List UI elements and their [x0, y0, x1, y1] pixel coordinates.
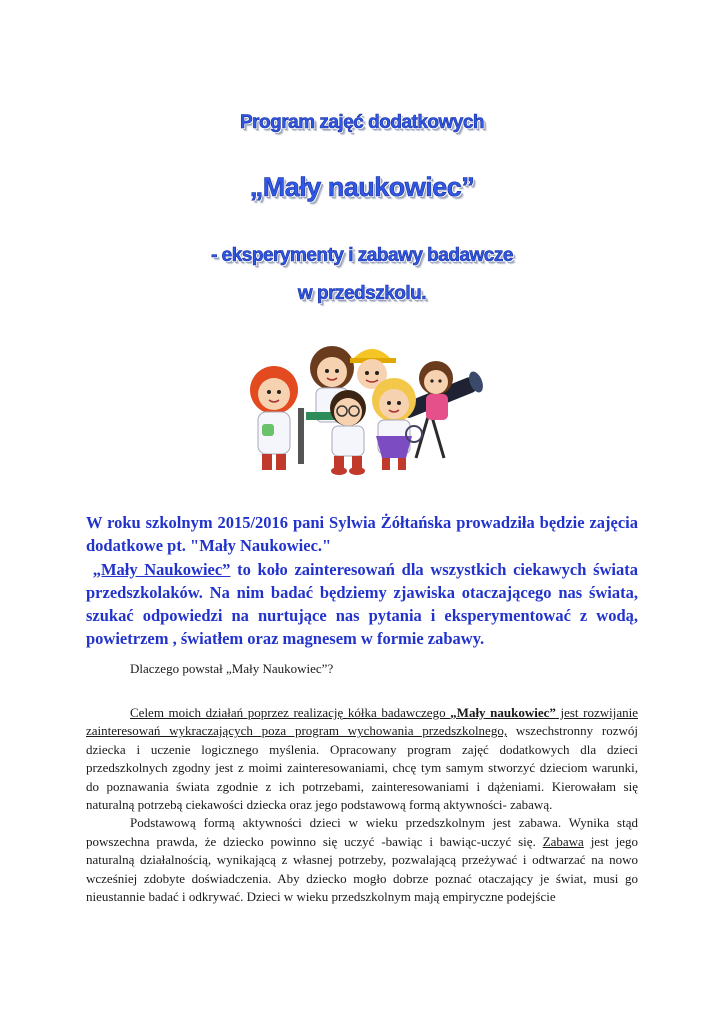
- body-p1-underlined-end: jest rozwijanie zainteresowań wykraczających poza program wychowania przedszkolnego,: [86, 705, 638, 739]
- body-p2-rest: jest jego naturalną działalnością, wynikającą z własnej potrzeby, pozwalającą przeżywać i odtwarzać na nowo wcześniej zdobyte doświadczenia. Aby dziecko mogło dobrze poznać otaczający je świat, musi go nieustannie badać i odkrywać. Dzieci w wieku przedszkolnym mają empiryczne podejście: [86, 833, 638, 905]
- intro-paragraph-2: [86, 558, 638, 651]
- child-figure: [330, 390, 366, 475]
- section-question: Dlaczego powstał „Mały Naukowiec”?: [130, 661, 334, 676]
- intro-paragraph-2-text: to koło zainteresowań dla wszystkich ciekawych świata przedszkolaków. Na nim badać będziemy zjawiska otaczającego nas świata, szukać odpowiedzi na nurtujące nas pytania i eksperymentować z wodą, powietrzem , światłem oraz magnesem w formie zabawy.: [86, 559, 639, 649]
- program-title: Program zajęć dodatkowych: [239, 112, 485, 133]
- intro-paragraph-1: W roku szkolnym 2015/2016 pani Sylwia Żółtańska prowadziła będzie zajęcia dodatkowe pt. "Mały Naukowiec.": [86, 513, 638, 556]
- body-p1-rest: wszechstronny rozwój dziecka i uczenie logicznego myślenia. Opracowany program zajęć dodatkowych dla dzieci przedszkolnych zgodny jest z moimi zainteresowaniami, chcę tym samym stworzyć dzieciom warunki, do poznawania świata zgodnie z ich potrzebami, zainteresowaniami i dążeniami. Kierowałam się naturalną potrzebą ciekawości dziecka oraz jego podstawową formą aktywności- zabawą.: [86, 723, 638, 813]
- body-paragraph-2: [86, 814, 638, 906]
- intro-section: [86, 511, 638, 651]
- body-p2-start: Podstawową formą aktywności dzieci w wieku przedszkolnym jest zabawa. Wynika stąd powszechna prawda, że dziecko powinno się uczyć -bawiąc i bawiąc-uczyć się.: [86, 815, 638, 849]
- program-name: „Mały naukowiec”: [249, 172, 475, 202]
- child-figure: [372, 378, 422, 470]
- intro-program-name: „Mały Naukowiec”: [92, 559, 231, 579]
- body-p2-underlined-word: Zabawa: [542, 833, 584, 849]
- body-p1-bold-name: „Mały naukowiec”: [450, 705, 556, 720]
- program-subtitle-line1: - eksperymenty i zabawy badawcze: [211, 245, 513, 266]
- program-subtitle-line2: w przedszkolu.: [297, 283, 427, 304]
- child-figure: [250, 366, 304, 470]
- children-scientists-illustration: [240, 338, 484, 478]
- body-section: [86, 704, 638, 906]
- body-p1-underlined-start: Celem moich działań poprzez realizację kółka badawczego: [130, 705, 451, 720]
- body-paragraph-1: [86, 704, 638, 814]
